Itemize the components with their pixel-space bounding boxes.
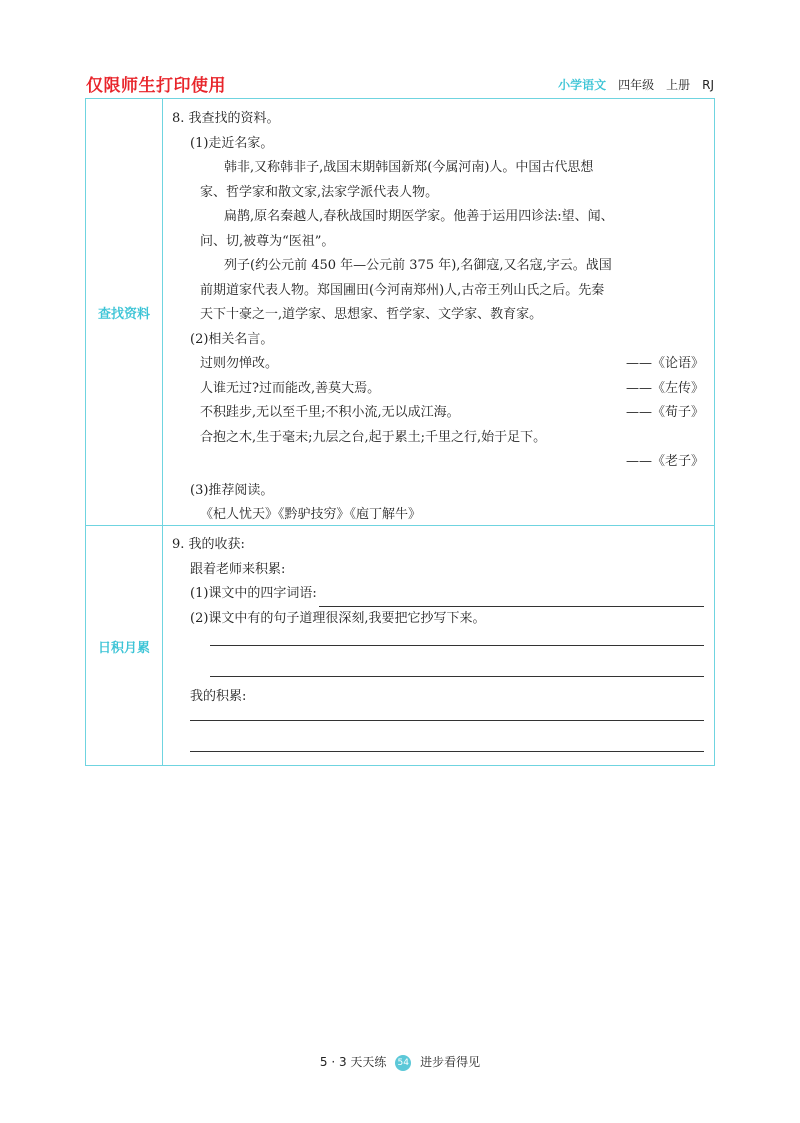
page-number-badge: 54 — [395, 1055, 411, 1071]
find-materials-label: 查找资料 — [97, 307, 150, 322]
lie-zi-line-2: 前期道家代表人物。郑国圃田(今河南郑州)人,古帝王列山氏之后。先秦 — [200, 282, 605, 298]
quote-text: 人谁无过?过而能改,善莫大焉。 — [200, 380, 381, 396]
sentence-write-line[interactable] — [210, 631, 704, 646]
recommended-books: 《杞人忧天》《黔驴技穷》《庖丁解牛》 — [200, 507, 422, 522]
sub-heading-famous: (1)走近名家。 — [190, 135, 274, 151]
sub-heading-reading: (3)推荐阅读。 — [190, 482, 274, 498]
footer-brand: 5 · 3 天天练 — [319, 1055, 387, 1069]
quote-text-laozi: 合抱之木,生于毫末;九层之台,起于累土;千里之行,始于足下。 — [200, 429, 547, 445]
quote-row — [172, 352, 704, 377]
quote-source: ——《论语》 — [625, 356, 704, 371]
quote-row — [172, 401, 704, 426]
quote-text: 过则勿惮改。 — [200, 356, 279, 371]
bian-que-line-2: 问、切,被尊为“医祖”。 — [200, 233, 335, 249]
sub-heading-quotes: (2)相关名言。 — [190, 331, 274, 347]
bian-que-line-1: 扁鹊,原名秦越人,春秋战国时期医学家。他善于运用四诊法:望、闻、 — [224, 209, 614, 224]
quote-source: ——《荀子》 — [625, 405, 704, 420]
quote-row — [172, 377, 704, 402]
four-char-words-row — [172, 582, 704, 607]
han-fei-line-2: 家、哲学家和散文家,法家学派代表人物。 — [200, 184, 439, 200]
grade-label: 四年级 — [618, 78, 655, 92]
sentence-copy-label: (2)课文中有的句子道理很深刻,我要把它抄写下来。 — [190, 610, 486, 626]
lie-zi-line-1: 列子(约公元前 450 年—公元前 375 年),名御寇,又名寇,字云。战国 — [224, 258, 612, 273]
lie-zi-line-3: 天下十豪之一,道学家、思想家、哲学家、文学家、教育家。 — [200, 307, 543, 322]
subject-label: 小学语文 — [558, 78, 607, 92]
my-accumulation-write-line[interactable] — [190, 710, 704, 721]
quote-text: 不积跬步,无以至千里;不积小流,无以成江海。 — [200, 405, 460, 420]
quote-source-laozi: ——《老子》 — [625, 454, 704, 469]
worksheet-table — [85, 98, 715, 766]
quote-source: ——《左传》 — [625, 380, 704, 396]
four-char-words-label: (1)课文中的四字词语: — [190, 586, 317, 601]
four-char-words-blank[interactable] — [319, 588, 704, 607]
accumulation-section — [172, 533, 704, 752]
footer-slogan: 进步看得见 — [420, 1055, 481, 1069]
edition-label: RJ — [702, 78, 714, 92]
page-footer — [0, 1053, 800, 1071]
volume-label: 上册 — [666, 78, 691, 92]
my-accumulation-label: 我的积累: — [190, 689, 247, 704]
accumulate-intro: 跟着老师来积累: — [190, 561, 286, 577]
column-divider — [162, 99, 163, 765]
han-fei-line-1: 韩非,又称韩非子,战国末期韩国新郑(今属河南)人。中国古代思想 — [224, 160, 594, 175]
section-8-title: 8. 我查找的资料。 — [172, 111, 280, 126]
sentence-write-line[interactable] — [210, 646, 704, 677]
find-materials-section — [172, 107, 704, 528]
header-info — [558, 76, 714, 93]
my-accumulation-write-line[interactable] — [190, 721, 704, 752]
section-9-title: 9. 我的收获: — [172, 537, 245, 552]
daily-accumulation-label: 日积月累 — [97, 641, 150, 656]
header-notice: 仅限师生打印使用 — [86, 76, 226, 96]
